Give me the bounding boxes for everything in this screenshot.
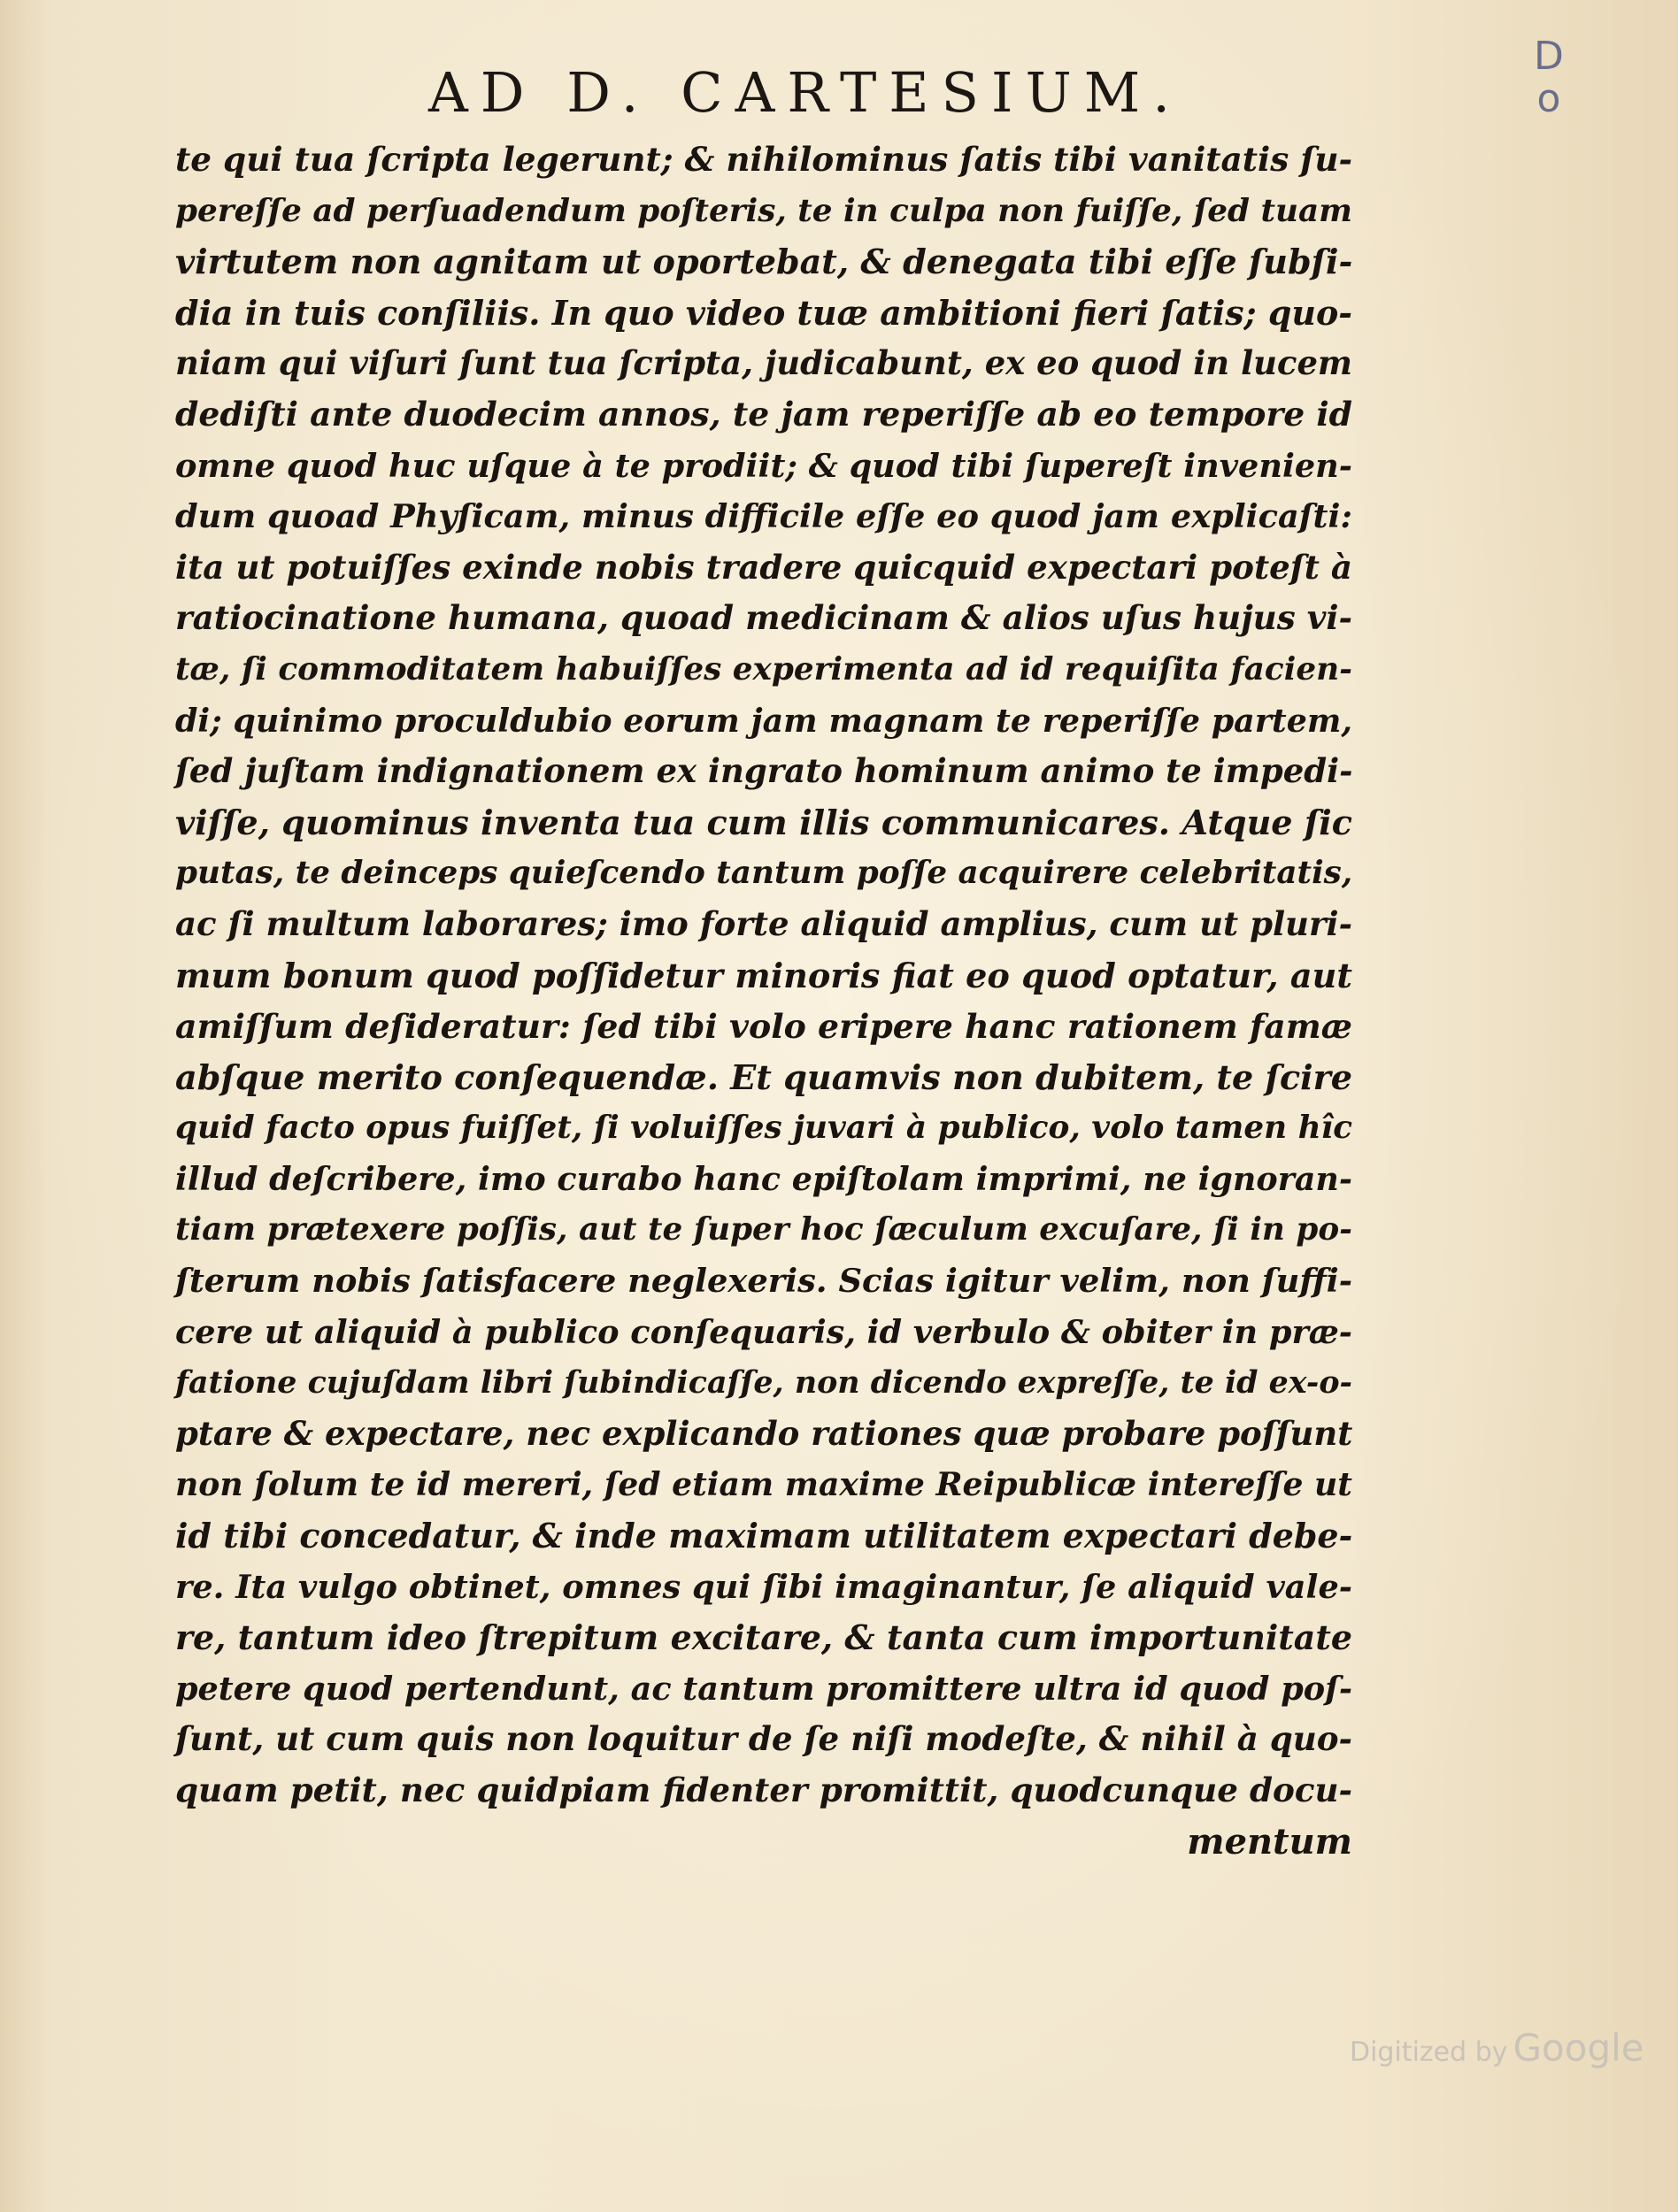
text-line: virtutem non agnitam ut oportebat, & denegata tibi eſſe ſubſi- (175, 242, 1353, 282)
text-line: ptare & expectare, nec explicando rationes quæ probare poſſunt (175, 1413, 1353, 1453)
text-line: abſque merito conſequendæ. Et quamvis non dubitem, te ſcire (175, 1056, 1352, 1097)
text-line: mentum (1187, 1820, 1352, 1863)
text-line: cere ut aliquid à publico conſequaris, id verbulo & obiter in præ- (175, 1312, 1352, 1351)
text-line: ratiocinatione humana, quoad medicinam & alios uſus hujus vi- (175, 598, 1352, 638)
folio-letter: D o (1534, 34, 1564, 121)
watermark-prefix: Digitized by (1350, 2037, 1508, 2068)
text-line: te qui tua ſcripta legerunt; & nihilominus ſatis tibi vanitatis ſu- (175, 140, 1353, 179)
text-line: re, tantum ideo ſtrepitum excitare, & tanta cum importunitate (175, 1617, 1352, 1658)
text-line: dia in tuis conſiliis. In quo video tuæ ambitioni fieri ſatis; quo- (175, 292, 1352, 333)
text-line: fatione cujuſdam libri ſubindicaſſe, non dicendo expreſſe, te id ex-o- (175, 1364, 1352, 1402)
text-line: dum quoad Phyſicam, minus difficile eſſe eo quod jam explicaſti: (175, 497, 1352, 536)
running-header: AD D. CARTESIUM. (428, 60, 1182, 125)
text-line: id tibi concedatur, & inde maximam utilitatem expectari debe- (175, 1516, 1353, 1556)
folio-mark (1518, 35, 1580, 120)
text-line: di; quinimo proculdubio eorum jam magnam te reperiſſe partem, (175, 701, 1352, 740)
text-line: tæ, ſi commoditatem habuiſſes experimenta ad id requiſita facien- (175, 649, 1352, 687)
text-line: tiam prætexere poſſis, aut te ſuper hoc ſæculum excuſare, ſi in po- (175, 1210, 1352, 1248)
digitized-watermark (1350, 2022, 1651, 2075)
text-line: ſterum nobis ſatisfacere neglexeris. Scias igitur velim, non ſuffi- (175, 1261, 1352, 1301)
text-line: omne quod huc uſque à te prodiit; & quod tibi ſupereſt invenien- (175, 446, 1352, 485)
text-line: mum bonum quod poſſidetur minoris fiat eo quod optatur, aut (175, 955, 1352, 995)
text-line: pereſſe ad perſuadendum poſteris, te in culpa non fuiſſe, ſed tuam (175, 191, 1352, 229)
text-line: ſunt, ut cum quis non loquitur de ſe niſi modeſte, & nihil à quo- (175, 1719, 1352, 1759)
text-line: re. Ita vulgo obtinet, omnes qui ſibi imaginantur, ſe aliquid vale- (175, 1567, 1352, 1606)
text-line: ac ſi multum laborares; imo forte aliquid amplius, cum ut pluri- (175, 903, 1352, 943)
text-line: petere quod pertendunt, ac tantum promittere ultra id quod poſ- (175, 1669, 1352, 1708)
text-line: non ſolum te id mereri, ſed etiam maxime Reipublicæ intereſſe ut (175, 1465, 1352, 1504)
text-line: quid facto opus fuiſſet, ſi voluiſſes juvari à publico, volo tamen hîc (175, 1109, 1352, 1147)
text-line: niam qui viſuri ſunt tua ſcripta, judicabunt, ex eo quod in lucem (175, 343, 1352, 383)
text-line: ita ut potuiſſes exinde nobis tradere quicquid expectari poteſt à (175, 547, 1352, 587)
text-line: illud deſcribere, imo curabo hanc epiſtolam imprimi, ne ignoran- (175, 1159, 1352, 1198)
text-line: quam petit, nec quidpiam fidenter promittit, quodcunque docu- (175, 1770, 1352, 1809)
text-line: dediſti ante duodecim annos, te jam reperiſſe ab eo tempore id (175, 394, 1352, 434)
text-line: amiſſum deſideratur: ſed tibi volo eripere hanc rationem famæ (175, 1006, 1352, 1047)
text-line: viſſe, quominus inventa tua cum illis communicares. Atque ſic (175, 802, 1352, 842)
text-line: ſed juſtam indignationem ex ingrato hominum animo te impedi- (175, 751, 1353, 791)
page-body (175, 134, 1352, 1867)
watermark-brand: Google (1513, 2026, 1644, 2070)
text-line: putas, te deinceps quieſcendo tantum poſſe acquirere celebritatis, (175, 854, 1353, 892)
